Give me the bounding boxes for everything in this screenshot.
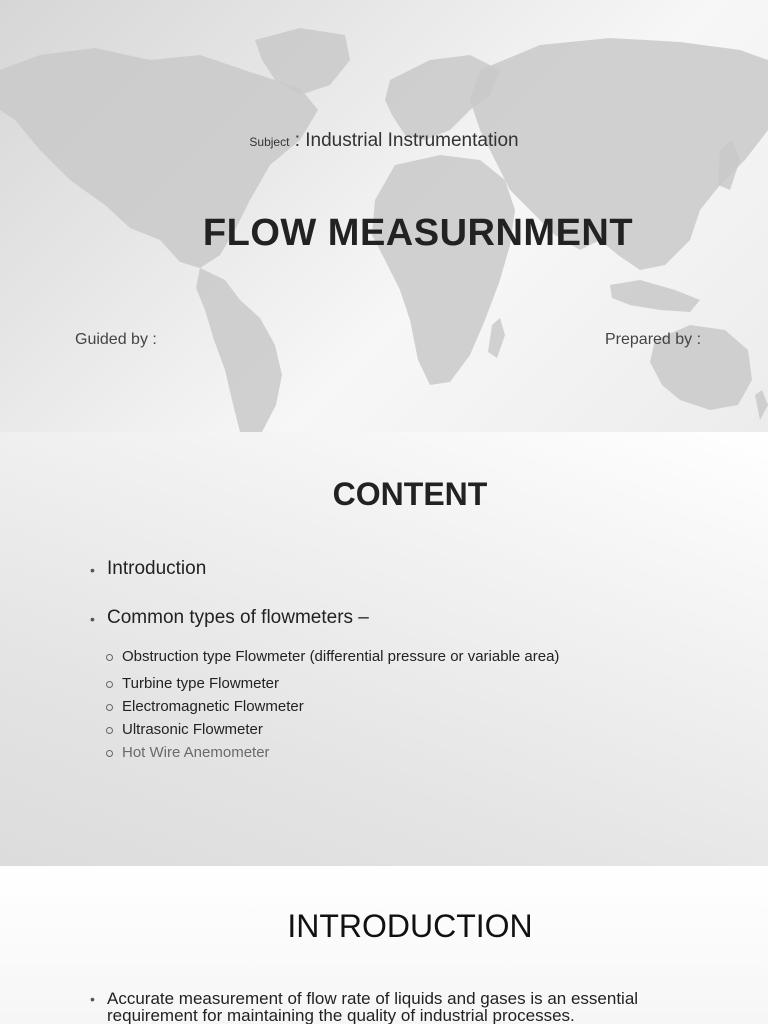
sub-item: [104, 720, 559, 739]
title-slide: [0, 0, 768, 432]
content-title: CONTENT: [332, 476, 488, 512]
bullet-dot-icon: •: [90, 562, 95, 578]
subject-line: [0, 130, 768, 152]
flowmeter-sub-list: [104, 647, 559, 762]
content-slide: [0, 432, 768, 866]
subject-value: Industrial Instrumentation: [305, 130, 519, 151]
guided-by-label: Guided by :: [75, 331, 157, 348]
sub-item: [104, 674, 559, 693]
sub-item-text: Hot Wire Anemometer: [122, 744, 270, 761]
bullet-item: [90, 558, 206, 580]
circle-bullet-icon: [106, 704, 113, 711]
sub-item: [104, 647, 559, 666]
bullet-dot-icon: •: [90, 611, 95, 627]
sub-item-text: Ultrasonic Flowmeter: [122, 721, 263, 738]
content-bullet-list: [90, 558, 206, 580]
introduction-bullet-text: Accurate measurement of flow rate of liquids and gases is an essential requirement for maintaining the quality of industrial processes.: [107, 989, 639, 1024]
subject-prefix: Subject: [249, 135, 290, 149]
sub-item-text: Obstruction type Flowmeter (differential pressure or variable area): [122, 648, 560, 665]
bullet-dot-icon: •: [90, 991, 95, 1007]
sub-item-text: Turbine type Flowmeter: [122, 675, 280, 692]
sub-item-text: Electromagnetic Flowmeter: [122, 698, 304, 715]
sub-item: [104, 743, 559, 762]
sub-item: [104, 697, 559, 716]
circle-bullet-icon: [106, 681, 113, 688]
bullet-item: [90, 607, 369, 629]
introduction-slide: [0, 866, 768, 1024]
introduction-title: INTRODUCTION: [287, 908, 533, 944]
bullet-text: Common types of flowmeters –: [107, 607, 369, 628]
bullet-text: Introduction: [107, 558, 207, 579]
prepared-by-label: Prepared by :: [605, 331, 702, 348]
circle-bullet-icon: [106, 654, 113, 661]
presentation-title: FLOW MEASURNMENT: [202, 212, 634, 254]
content-bullet-list: [90, 607, 369, 629]
circle-bullet-icon: [106, 727, 113, 734]
subject-colon: :: [289, 130, 306, 151]
circle-bullet-icon: [106, 750, 113, 757]
